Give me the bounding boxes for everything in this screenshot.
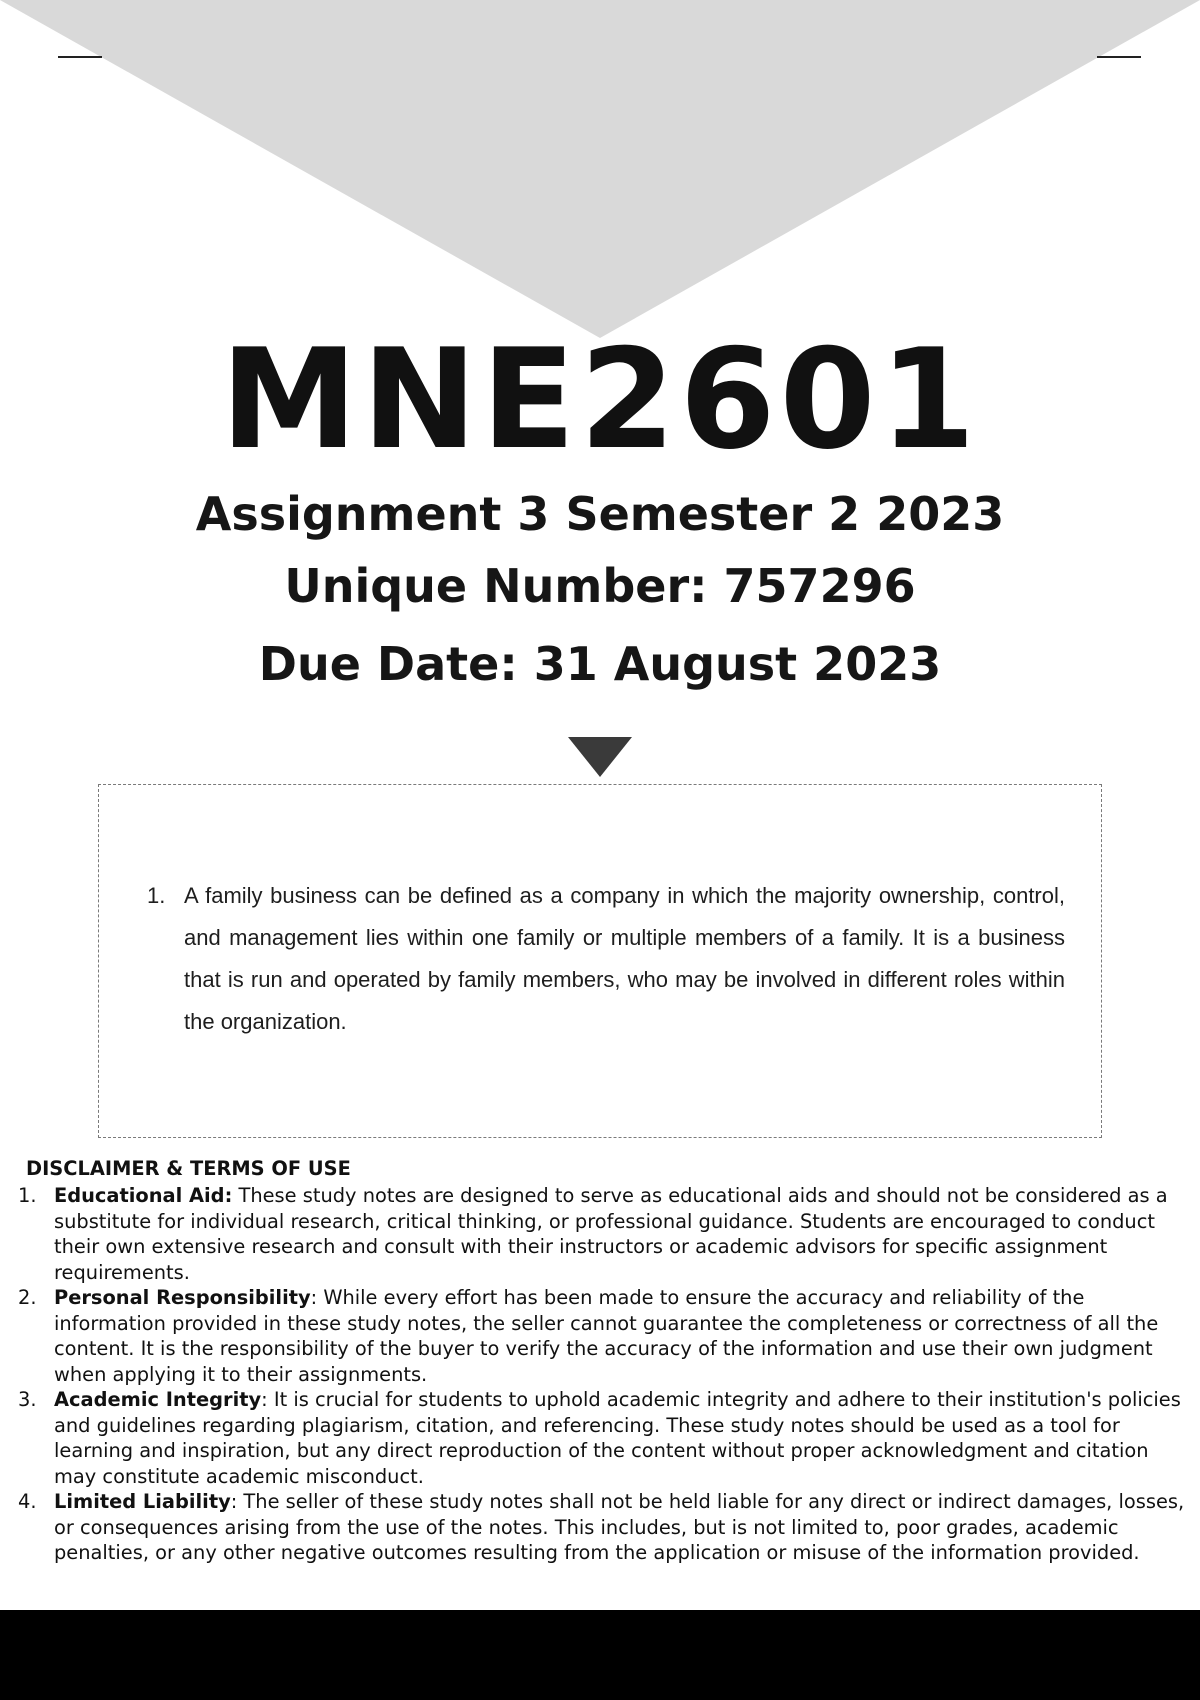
corner-line-right [1097,56,1141,58]
term-number: 3. [18,1388,37,1411]
term-item [0,1387,1200,1489]
term-number: 2. [18,1286,37,1309]
footer-bar [0,1610,1200,1700]
term-text: : It is crucial for students to uphold academic integrity and adhere to their institution's policies and guidelines regarding plagiarism, citation, and referencing. These study notes should be used as a tool for learning and inspiration, but any direct reproduction of the content without proper acknowledgment and citation may constitute academic misconduct. [54,1388,1181,1488]
terms-list [0,1183,1200,1566]
course-code-title: MNE2601 [220,319,980,480]
unique-number: Unique Number: 757296 [284,559,916,613]
answer-number: 1. [147,883,166,908]
corner-line-left [58,56,102,58]
term-item [0,1183,1200,1285]
term-number: 1. [18,1184,37,1207]
term-heading: Educational Aid: [54,1184,233,1207]
term-text: : The seller of these study notes shall not be held liable for any direct or indirect damages, losses, or consequences arising from the use of the notes. This includes, but is not limited to, poor grades, academic penalties, or any other negative outcomes resulting from the application or misuse of the information provided. [54,1490,1185,1564]
term-item [0,1489,1200,1566]
term-text: : While every effort has been made to ensure the accuracy and reliability of the information provided in these study notes, the seller cannot guarantee the completeness or correctness of all the content. It is the responsibility of the buyer to verify the accuracy of the information and use their own judgment when applying it to their assignments. [54,1286,1159,1386]
term-heading: Personal Responsibility [54,1286,311,1309]
assignment-subtitle: Assignment 3 Semester 2 2023 [195,487,1005,541]
disclaimer-title: DISCLAIMER & TERMS OF USE [26,1157,351,1180]
decorative-chevron-banner [0,0,1200,340]
term-number: 4. [18,1490,37,1513]
disclaimer-section [0,1155,1200,1566]
term-item [0,1285,1200,1387]
due-date: Due Date: 31 August 2023 [258,637,942,691]
answer-box [98,784,1102,1138]
answer-text: A family business can be defined as a company in which the majority ownership, control, and management lies within one family or multiple members of a family. It is a business that is run and operated by family members, who may be involved in different roles within the organization. [184,883,1065,1034]
term-heading: Academic Integrity [54,1388,262,1411]
down-arrow-icon [568,737,632,777]
term-text: These study notes are designed to serve as educational aids and should not be considered as a substitute for individual research, critical thinking, or professional guidance. Students are encouraged to conduct their own extensive research and consult with their instructors or academic advisors for specific assignment requirements. [54,1184,1168,1284]
answer-item [147,875,1065,1043]
term-heading: Limited Liability [54,1490,231,1513]
